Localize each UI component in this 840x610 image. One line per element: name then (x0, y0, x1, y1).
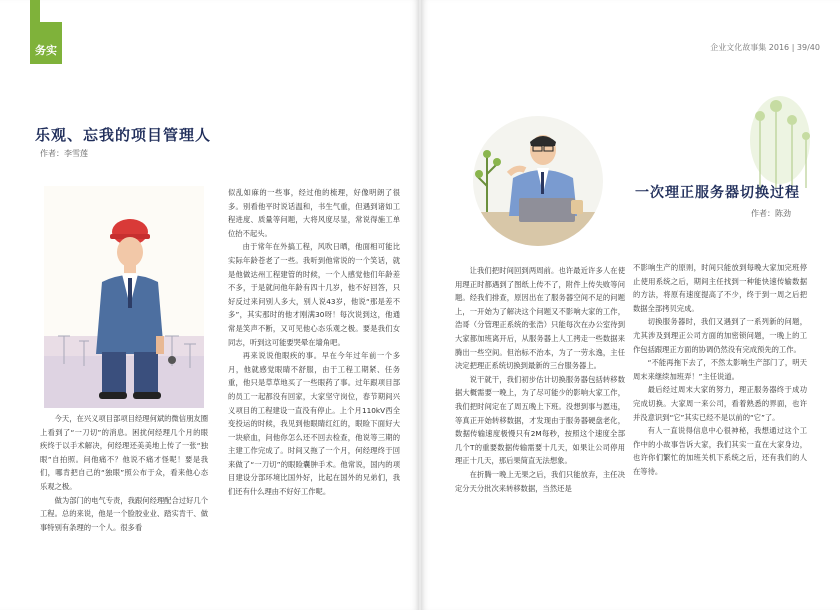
section-tab: 务实 (30, 22, 62, 64)
right-page (421, 0, 840, 610)
left-column-1 (40, 412, 208, 534)
leaf-decoration (742, 78, 822, 198)
right-column-1 (455, 264, 625, 495)
paragraph: 让我们把时间回到两周前。也许最近许多人在使用理正时都遇到了图纸上传不了，附件上传失败等问题。经我们排查，原因出在了服务器空间不足的问题上，一开始为了解决这个问题又不影响大家的工作，浩哥（分管理正系统的张浩）只能每次在办公室待到大家都加班离开后，从服务器上人工拷走一些数据来腾出一些空间。但治标不治本，为了一劳永逸，主任决定把理正系统切换到最新的三台服务器上。 (455, 266, 625, 371)
paragraph: 做为部门的电气专责，我跟何经理配合过好几个工程。总的来说，他是一个脸胶业业、踏实肯干、做事特别有条理的一个人。很多看 (40, 495, 208, 532)
author-left: 作者：李雪莲 (40, 149, 88, 158)
running-head: 企业文化故事集 2016 | 39/40 (710, 43, 820, 52)
paragraph: 说干就干，我们初步估计切换服务器包括转移数据大概需要一晚上，为了尽可能少的影响大家工作，我们把时间定在了周五晚上下班。没想到事与愿违，等真正开始转移数据，才发现由于服务器硬盘老化，数据传输速度极慢只有2M每秒，按照这个速度全部几个T的重要数据传输需要十几天，如果让公司停用理正十几天，那后果简直无法想象。 (455, 374, 625, 466)
section-tab-notch (30, 0, 40, 22)
illustration-engineer (44, 186, 204, 408)
illustration-office-worker (473, 116, 603, 246)
right-column-2 (633, 261, 807, 479)
article-title-left: 乐观、忘我的项目管理人 (35, 126, 212, 144)
author-right: 作者：陈劲 (751, 209, 791, 218)
paragraph: 最后经过周末大家的努力，理正服务器终于成功完成切换。大家周一来公司，看着熟悉的界面，也许并没意识到“它”其实已经不是以前的“它”了。 (633, 385, 807, 422)
article-title-right: 一次理正服务器切换过程 (635, 185, 800, 201)
paragraph: 今天，在兴义项目部项目经理何斌的微信朋友圈上看到了“一刀切”的消息。困扰何经理几个月的眼疾终于以手术解决，何经理还美美地上传了一张“独眼”自拍照。问他痛不？他说不痛才怪呢！要是我们，哪肯把自己的“独眼”照公布于众，看来他心态乐观之极。 (40, 414, 208, 491)
paragraph: 切换服务器时，我们又遇到了一系列新的问题，尤其涉及到理正公司方面的加密锁问题，一晚上的工作包括跟理正方面的协调仍然没有完成预先的工作。 (633, 317, 807, 354)
paragraph: 有人一直说得信息中心很神秘，我想通过这个工作中的小故事告诉大家，我们其实一直在大家身边，也许你们繁忙的加班关机下系统之后，还有我们的人在等待。 (633, 426, 807, 476)
left-column-2 (228, 186, 400, 499)
paragraph: 由于常年在外搞工程，风吹日晒，他面相可能比实际年龄苍老了一些。我听到他常说的一个笑话，就是他做达州工程建管的时候，一个人感觉他们年龄差不多，于是就问他年龄有四十几岁，他不好回答，只好反过来问别人多大，别人说43岁，他说“那是差不多”，其实那时的他才刚满30呀！每次说到这，他通常是笑声不断，又可见他心态乐观之极。要是我们女同志，听到这可能要哭晕在墙角吧。 (228, 242, 400, 347)
paragraph: 再来说说他眼疾的事。早在今年过年前一个多月，他就感觉眼睛不舒服，由于工程工期紧、任务重，他只是草草地买了一些眼药了事。过年跟项目部的员工一起都没有回家，大家坚守岗位，春节期间兴义项目的工程建设一直没有停止。上个月110kV西全变投运的时候，我见到他眼睛红红的，眼睑下面好大一块瘀血，问他你怎么还不回去检查，他说等三期的主建工作完成了。时间又拖了一个月，何经理终于回来做了“一刀切”的眼睑囊肿手术。他常说，国内的项目建设分部环境比国外好，比起在国外的兄弟们，我们还有什么理由不好好工作呢。 (228, 351, 400, 497)
paragraph: 不影响生产的原则，时间只能放到每晚大家加完班停止使用系统之后，期间主任找到一种能快速传输数据的方法，将原有速度提高了不少，终于到一周之后把数据全部拷贝完成。 (633, 263, 807, 313)
paragraph: 似乱如麻的一些事，经过他的梳理，好像明朗了很多。别看他平时说话温和，书生气重，但遇到诸如工程进度、质量等问题，大将风度尽显，常说得施工单位抬不起头。 (228, 188, 400, 238)
paragraph: “不能再拖下去了，不然太影响生产部门了，明天周末来继续加班弄！”主任说道。 (633, 358, 807, 381)
left-page (0, 0, 419, 610)
paragraph: 在折腾一晚上无果之后，我们只能放弃，主任决定分天分批次来转移数据，当然还是 (455, 469, 625, 493)
